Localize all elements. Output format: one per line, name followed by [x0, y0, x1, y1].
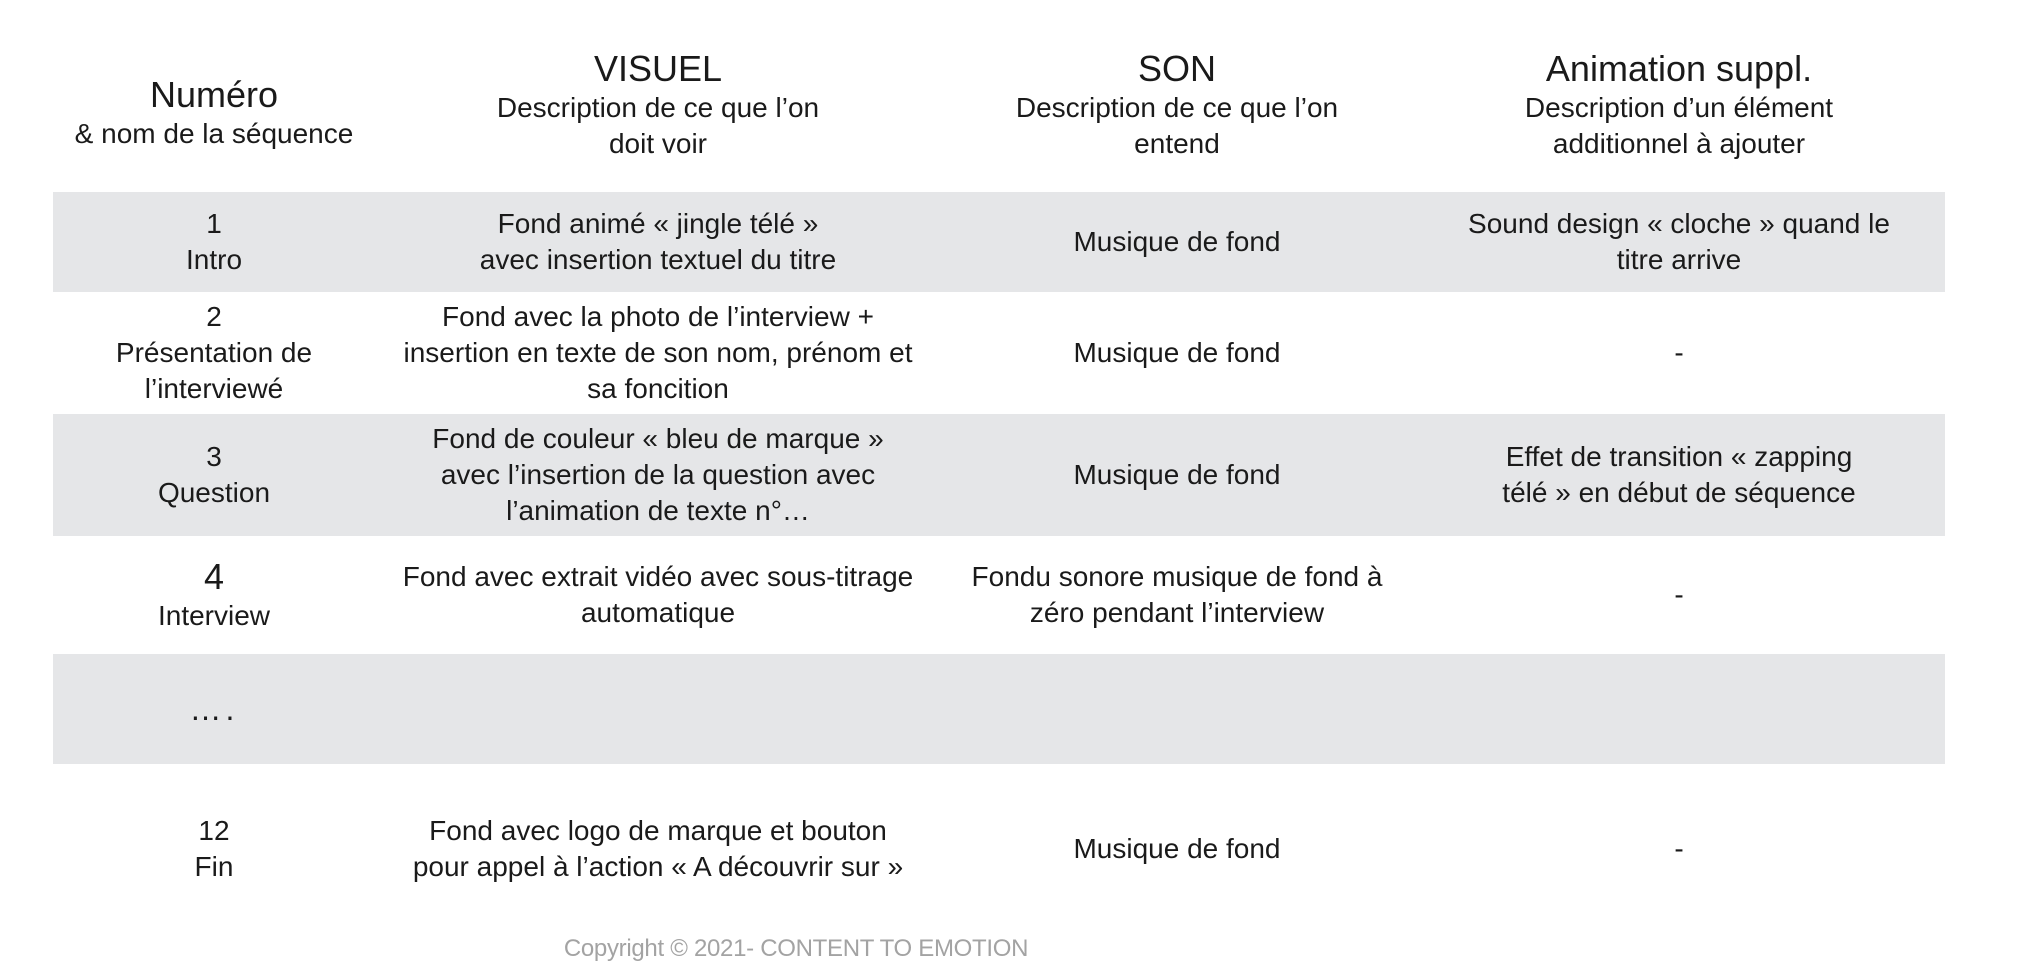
visuel-cell [375, 414, 941, 536]
animation-line: Sound design « cloche » quand le [1468, 208, 1890, 239]
table-row [53, 536, 1945, 654]
visuel-line: l’animation de texte n°… [506, 495, 810, 526]
animation-cell [1413, 414, 1945, 536]
table-row [53, 414, 1945, 536]
header-visuel-subtitle-line: doit voir [608, 128, 708, 159]
visuel-line: automatique [580, 597, 736, 628]
son-cell [941, 536, 1413, 654]
visuel-line: sa foncition [587, 373, 729, 404]
sequence-name: Question [157, 477, 271, 508]
visuel-line: Fond animé « jingle télé » [497, 208, 819, 239]
visuel-line: Fond avec la photo de l’interview + [442, 301, 874, 332]
son-line: Musique de fond [1073, 459, 1281, 490]
sequence-cell [53, 192, 375, 292]
son-line: Fondu sonore musique de fond à [971, 561, 1383, 592]
animation-cell [1413, 292, 1945, 414]
animation-line: - [1674, 337, 1684, 368]
visuel-line: insertion en texte de son nom, prénom et [403, 337, 913, 368]
ellipsis-placeholder: …. [189, 691, 239, 727]
sequence-number: 1 [206, 208, 222, 239]
son-cell [941, 414, 1413, 536]
header-visuel [375, 40, 941, 178]
animation-cell [1413, 790, 1945, 908]
sequence-number: 3 [206, 441, 222, 472]
son-cell [941, 790, 1413, 908]
visuel-cell [375, 536, 941, 654]
sequence-number: 2 [206, 301, 222, 332]
animation-line: Effet de transition « zapping [1505, 441, 1853, 472]
sequence-cell [53, 536, 375, 654]
sequence-cell [53, 654, 375, 764]
header-numero-subtitle: & nom de la séquence [74, 118, 354, 149]
table-header [53, 40, 1945, 178]
table-row [53, 790, 1945, 908]
visuel-cell [375, 790, 941, 908]
animation-cell [1413, 536, 1945, 654]
header-son-subtitle-line: entend [1134, 128, 1220, 159]
son-line: zéro pendant l’interview [1029, 597, 1325, 628]
header-animation-subtitle-line: Description d’un élément [1524, 92, 1834, 123]
sequence-cell [53, 414, 375, 536]
sequence-name: Interview [157, 600, 271, 631]
son-cell [941, 292, 1413, 414]
header-animation-subtitle-line: additionnel à ajouter [1552, 128, 1806, 159]
sequence-number: 12 [198, 815, 230, 846]
header-son [941, 40, 1413, 178]
visuel-line: pour appel à l’action « A découvrir sur » [412, 851, 904, 882]
header-numero-title: Numéro [149, 74, 279, 115]
header-numero [53, 40, 375, 178]
header-visuel-title: VISUEL [593, 48, 723, 89]
animation-line: - [1674, 579, 1684, 610]
header-animation-title: Animation suppl. [1545, 48, 1813, 89]
header-visuel-subtitle-line: Description de ce que l’on [496, 92, 820, 123]
son-cell [941, 192, 1413, 292]
sequence-number: 4 [203, 556, 225, 597]
visuel-cell [375, 292, 941, 414]
animation-line: titre arrive [1616, 244, 1742, 275]
animation-line: - [1674, 833, 1684, 864]
sequence-name: Présentation de [115, 337, 313, 368]
header-animation [1413, 40, 1945, 178]
table-row [53, 192, 1945, 292]
visuel-line: avec l’insertion de la question avec [440, 459, 876, 490]
header-son-title: SON [1137, 48, 1216, 89]
copyright-footer: Copyright © 2021- CONTENT TO EMOTION [563, 935, 1029, 962]
sequence-name: l’interviewé [144, 373, 284, 404]
animation-cell [1413, 192, 1945, 292]
son-line: Musique de fond [1073, 226, 1281, 257]
visuel-cell [375, 192, 941, 292]
visuel-line: avec insertion textuel du titre [479, 244, 837, 275]
visuel-line: Fond avec extrait vidéo avec sous-titrage [402, 561, 914, 592]
sequence-name: Fin [194, 851, 234, 882]
son-line: Musique de fond [1073, 337, 1281, 368]
visuel-line: Fond de couleur « bleu de marque » [432, 423, 884, 454]
header-son-subtitle-line: Description de ce que l’on [1015, 92, 1339, 123]
visuel-line: Fond avec logo de marque et bouton [429, 815, 887, 846]
sequence-cell [53, 292, 375, 414]
animation-line: télé » en début de séquence [1502, 477, 1856, 508]
sequence-cell [53, 790, 375, 908]
table-row [53, 292, 1945, 414]
son-line: Musique de fond [1073, 833, 1281, 864]
sequence-name: Intro [185, 244, 243, 275]
table-row [53, 654, 1945, 764]
